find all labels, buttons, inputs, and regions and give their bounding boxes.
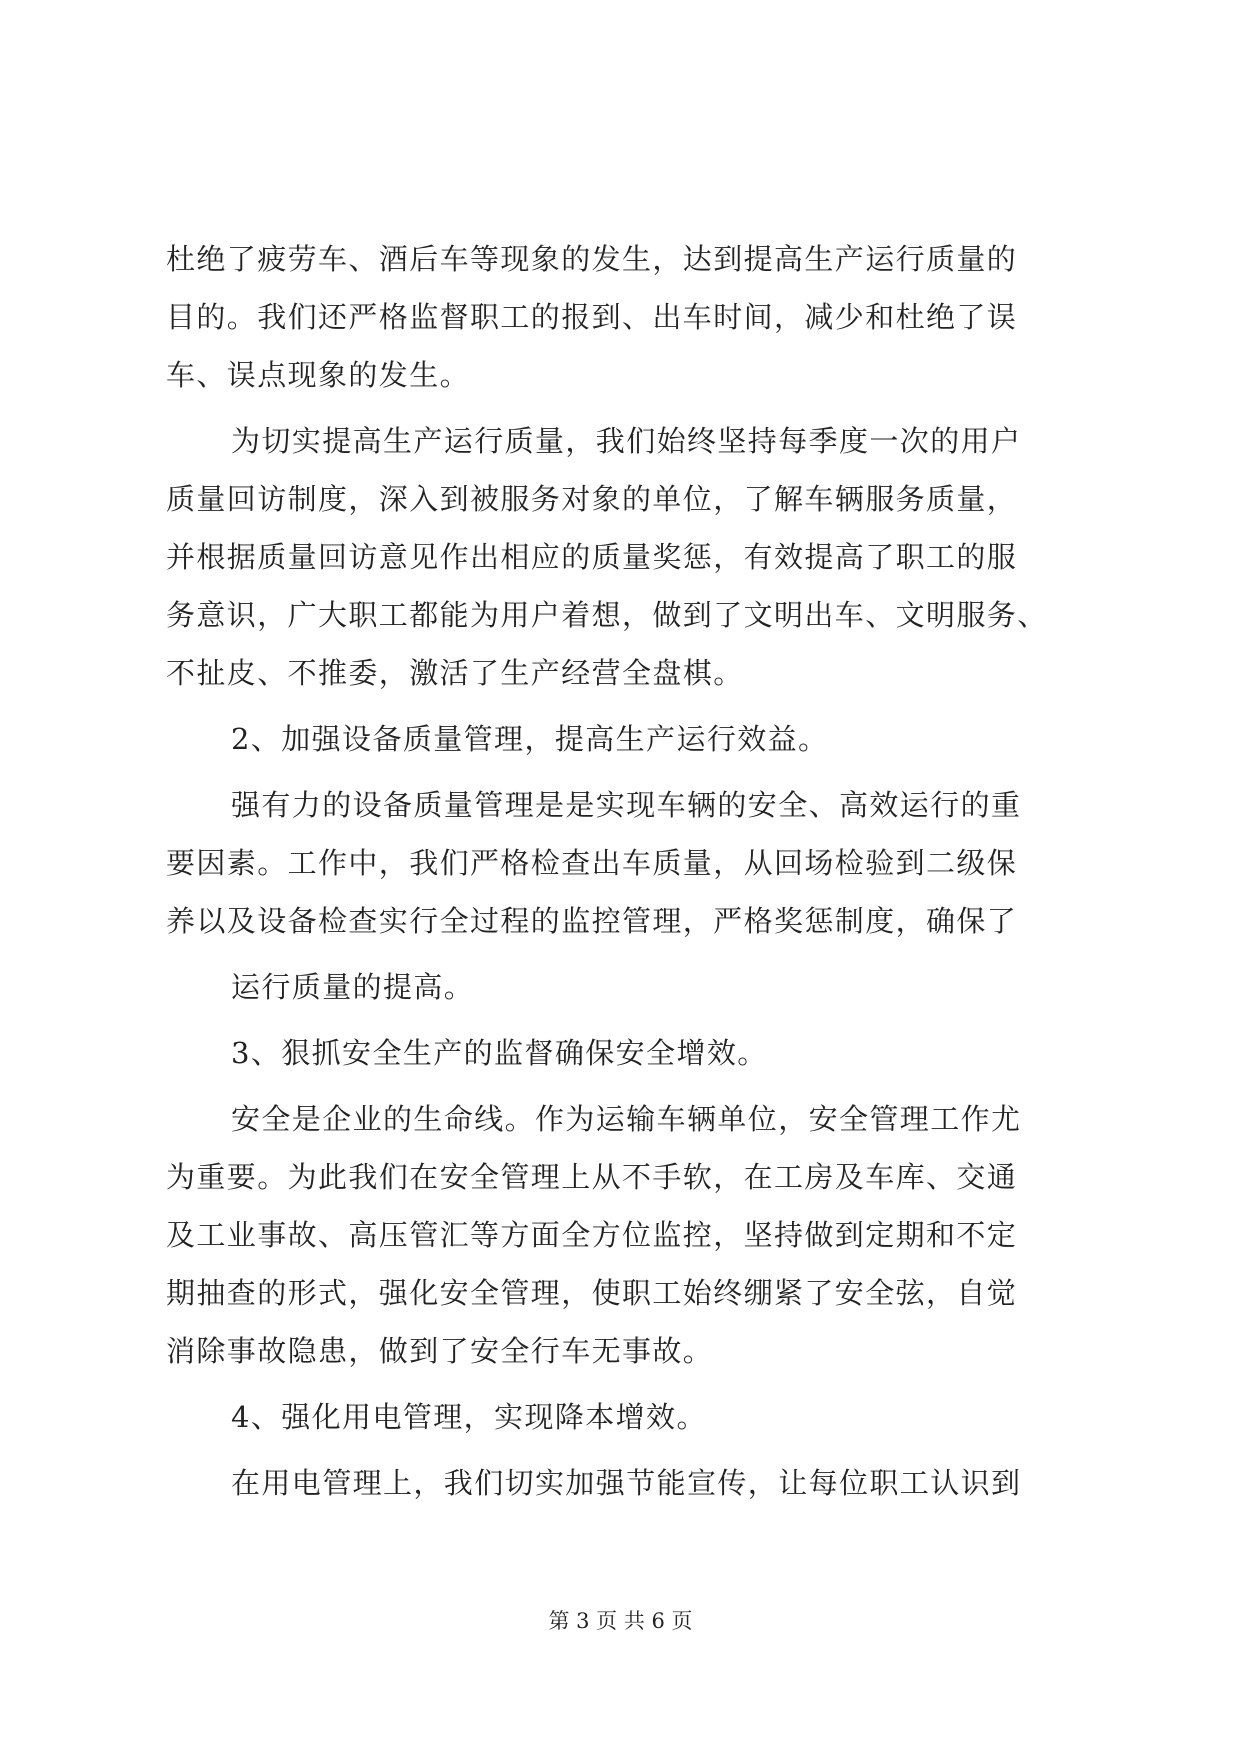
text-line: 要因素。工作中，我们严格检查出车质量，从回场检验到二级保 bbox=[166, 846, 1018, 880]
text-line: 车、误点现象的发生。 bbox=[166, 358, 471, 392]
text-line: 及工业事故、高压管汇等方面全方位监控，坚持做到定期和不定 bbox=[166, 1218, 1018, 1252]
text-line: 运行质量的提高。 bbox=[231, 970, 475, 1004]
page-number: 第 3 页 共 6 页 bbox=[548, 1609, 693, 1633]
text-line: 杜绝了疲劳车、酒后车等现象的发生，达到提高生产运行质量的 bbox=[166, 242, 1018, 276]
text-line: 为重要。为此我们在安全管理上从不手软，在工房及车库、交通 bbox=[166, 1160, 1018, 1194]
document-body bbox=[166, 230, 1076, 1512]
paragraph-first-line: 强有力的设备质量管理是是实现车辆的安全、高效运行的重 bbox=[231, 788, 1022, 822]
section-heading: 3、狠抓安全生产的监督确保安全增效。 bbox=[231, 1036, 768, 1070]
text-line: 不扯皮、不推委，激活了生产经营全盘棋。 bbox=[166, 656, 744, 690]
page-footer bbox=[0, 1605, 1241, 1635]
text-line: 养以及设备检查实行全过程的监控管理，严格奖惩制度，确保了 bbox=[166, 904, 1018, 938]
paragraph-first-line: 安全是企业的生命线。作为运输车辆单位，安全管理工作尤 bbox=[231, 1102, 1022, 1136]
text-line: 并根据质量回访意见作出相应的质量奖惩，有效提高了职工的服 bbox=[166, 540, 1018, 574]
section-heading: 2、加强设备质量管理，提高生产运行效益。 bbox=[231, 722, 829, 756]
paragraph-first-line: 为切实提高生产运行质量，我们始终坚持每季度一次的用户 bbox=[231, 424, 1022, 458]
text-line: 质量回访制度，深入到被服务对象的单位，了解车辆服务质量， bbox=[166, 482, 1018, 516]
section-heading: 4、强化用电管理，实现降本增效。 bbox=[231, 1400, 707, 1434]
text-line: 消除事故隐患，做到了安全行车无事故。 bbox=[166, 1334, 714, 1368]
text-line: 目的。我们还严格监督职工的报到、出车时间，减少和杜绝了误 bbox=[166, 300, 1018, 334]
paragraph-first-line: 在用电管理上，我们切实加强节能宣传，让每位职工认识到 bbox=[231, 1466, 1022, 1500]
text-line: 期抽查的形式，强化安全管理，使职工始终绷紧了安全弦，自觉 bbox=[166, 1276, 1018, 1310]
text-line: 务意识，广大职工都能为用户着想，做到了文明出车、文明服务、 bbox=[166, 598, 1048, 632]
